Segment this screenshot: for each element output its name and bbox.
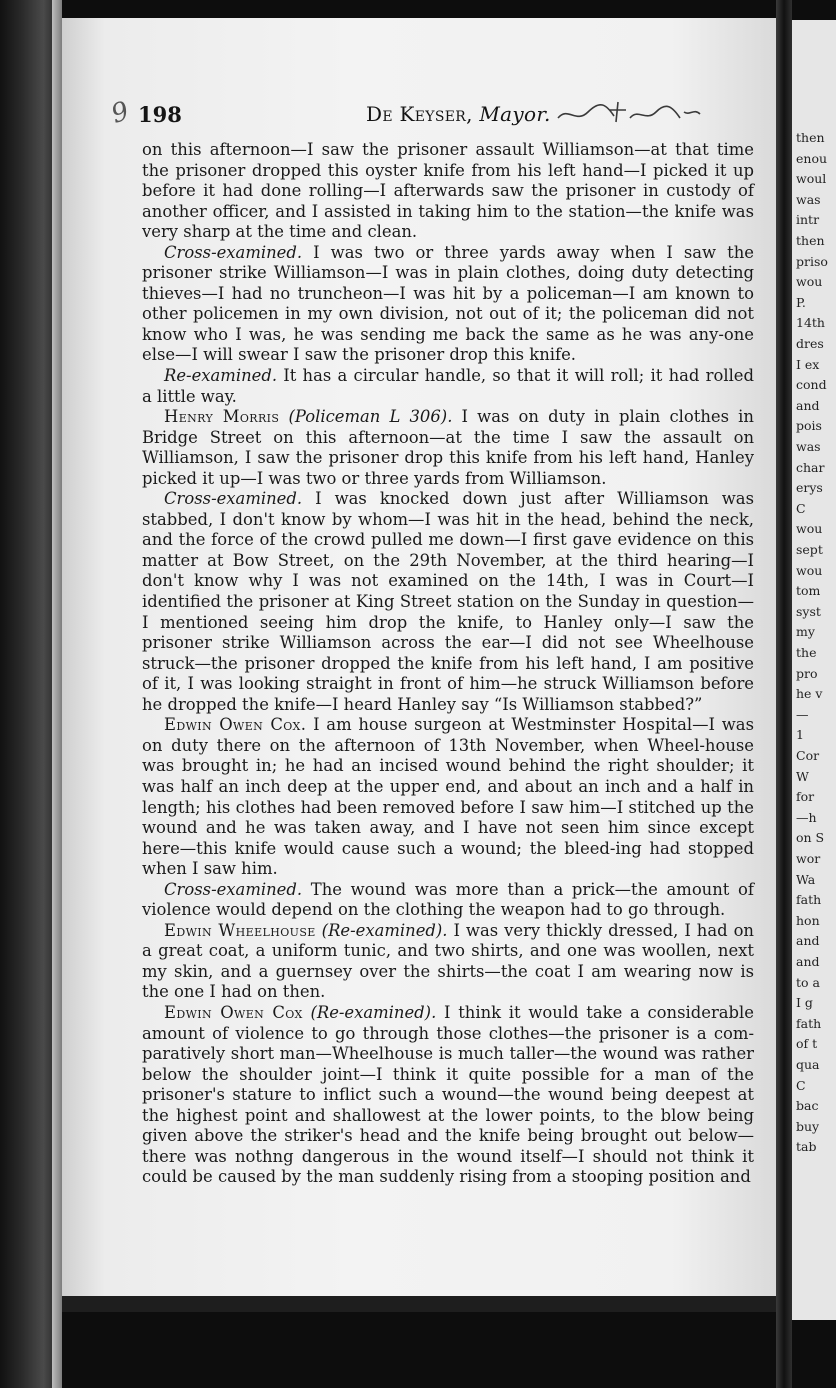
next-page-fragment: for [796, 789, 815, 805]
page-header [62, 90, 780, 130]
page-text [142, 140, 754, 1188]
next-page-fragment: 14th [796, 315, 825, 331]
book-page [62, 18, 780, 1310]
next-page-fragment: cond [796, 377, 827, 393]
page-number: 198 [138, 102, 182, 127]
next-page-fragment: pois [796, 418, 822, 434]
next-page-fragment: wou [796, 562, 823, 578]
next-page-fragment: was [796, 191, 821, 207]
next-page-fragment: wor [796, 851, 821, 866]
next-page-fragment: C [796, 1077, 806, 1093]
re-examined-label: Re-examined. [164, 366, 278, 386]
witness-role: (Re-examined). [310, 1002, 437, 1022]
next-page-fragment: to a [796, 974, 820, 990]
next-page-fragment: intr [796, 212, 820, 228]
next-page-strip [792, 20, 836, 1320]
paragraph-4-text: I was on duty in plain clothes in Bridge Street on this afternoon—at the time I saw the assault on Williamson, I saw the prisoner drop this knife from his left hand, Hanley picked it up—I was two or three yards from Williamson. [142, 407, 754, 488]
next-page-fragment: pro [796, 665, 818, 681]
next-page-fragment: enou [796, 150, 828, 166]
gutter [776, 0, 792, 1388]
witness-name: Edwin Wheelhouse [164, 920, 316, 940]
witness-name: Henry Morris [164, 407, 280, 427]
paragraph-2 [142, 243, 754, 366]
next-page-fragment: priso [796, 253, 828, 269]
witness-role: (Policeman L 306). [288, 407, 453, 427]
next-page-fragment: the [796, 645, 817, 660]
paragraph-1: on this afternoon—I saw the prisoner assault Williamson—at that time the prisoner dropped this oyster knife from his left hand—I picked it up before it had done rolling—I afterwards saw the prisoner in custody of another officer, and I assisted in taking him to the station—the knife was very sharp at the time and clean. [142, 140, 754, 242]
next-page-fragment: I g [796, 995, 813, 1011]
handwritten-scribble [554, 98, 704, 128]
paragraph-5 [142, 489, 754, 715]
next-page-fragment: woul [796, 171, 827, 187]
paragraph-7 [142, 880, 754, 921]
next-page-fragment: of t [796, 1036, 818, 1052]
next-page-fragment: P. [796, 294, 806, 310]
next-page-fragment: then [796, 233, 825, 248]
next-page-fragment: tom [796, 583, 821, 599]
paragraph-6-text: I am house surgeon at Westminster Hospital—I was on duty there on the afternoon of 13th November, when Wheel-house was brought in; he had an incised wound behind the right shoulder; it was half an inch deep at the upper end, and about an inch and a half in length; his clothes had been removed before I saw him—I stitched up the wound and he was taken away, and I have not seen him since except here—this knife would cause such a wound; the bleed-ing had stopped when I saw him. [142, 715, 754, 879]
paragraph-8-text: I was very thickly dressed, I had on a great coat, a uniform tunic, and two shirts, and one was woollen, next my skin, and a guernsey over the shirts—the coat I am wearing now is the one I had on then. [142, 920, 754, 1002]
next-page-fragment: fath [796, 1015, 822, 1031]
next-page-fragment: on S [796, 830, 825, 846]
next-page-fragment: —h [796, 809, 817, 825]
next-page-fragment: tab [796, 1139, 817, 1155]
next-page-fragment: — [796, 706, 809, 722]
next-page-fragment: Wa [796, 871, 816, 887]
paragraph-3-text: It has a circular handle, so that it will roll; it had rolled a little way. [142, 366, 754, 406]
next-page-fragment: sept [796, 542, 823, 557]
next-page-fragment: my [796, 624, 815, 640]
paragraph-2-text: I was two or three yards away when I saw the prisoner strike Williamson—I was in plain clothes, doing duty detecting thieves—I had no truncheon—I was hit by a policeman—I am known to other policemen in my own division, not out of it; the policeman did not know who I was, he was sending me back the same as he was any-one else—I will swear I saw the prisoner drop this knife. [142, 242, 754, 365]
next-page-fragment: fath [796, 892, 822, 908]
paragraph-9 [142, 1003, 754, 1188]
next-page-fragment: C [796, 500, 806, 516]
next-page-fragment: he v [796, 686, 823, 702]
cross-examined-label: Cross-examined. [164, 242, 303, 262]
next-page-fragment: and [796, 933, 820, 949]
next-page-fragment: wou [796, 274, 823, 290]
paragraph-6 [142, 715, 754, 879]
next-page-fragment: char [796, 459, 825, 475]
next-page-fragment: wou [796, 521, 823, 537]
next-page-fragment: 1 [796, 727, 804, 743]
next-page-fragment: buy [796, 1118, 820, 1134]
witness-role: (Re-examined). [321, 920, 448, 940]
cross-examined-label: Cross-examined. [164, 879, 303, 899]
next-page-fragment: Cor [796, 748, 820, 763]
next-page-fragment: I ex [796, 356, 820, 372]
binding-edge [52, 0, 62, 1388]
next-page-fragment: syst [796, 603, 821, 619]
next-page-fragment: erys [796, 480, 823, 496]
paragraph-7-text: The wound was more than a prick—the amount of violence would depend on the clothing the weapon had to go through. [142, 879, 754, 920]
next-page-fragment: qua [796, 1057, 820, 1072]
witness-name: Edwin Owen Cox. [164, 715, 307, 735]
next-page-fragment: dres [796, 336, 824, 351]
running-head-title: Mayor. [479, 102, 551, 126]
next-page-fragment: W [796, 768, 809, 784]
paragraph-3 [142, 366, 754, 407]
next-page-fragment: and [796, 397, 820, 413]
paragraph-4 [142, 407, 754, 489]
next-page-fragment: then [796, 130, 825, 145]
cross-examined-label: Cross-examined. [164, 489, 303, 509]
running-head-name: De Keyser, [366, 102, 473, 126]
running-head [366, 102, 551, 126]
paragraph-5-text: I was knocked down just after Williamson was stabbed, I don't know by whom—I was hit in the head, behind the neck, and the force of the crowd pulled me down—I first gave evidence on this matter at Bow Street, on the 29th November, at the third hearing—I don't know why I was not examined on the 14th, I was in Court—I identified the prisoner at King Street station on the Sunday in question—I mentioned seeing him drop the knife, to Hanley only—I saw the prisoner strike Williamson across the ear—I did not see Wheelhouse struck—the prisoner dropped the knife from his left hand, I am positive of it, I was looking straight in front of him—he struck Williamson before he dropped the knife—I heard Hanley say “Is Williamson stabbed?” [142, 489, 754, 714]
next-page-fragment: hon [796, 912, 820, 928]
next-page-fragment: bac [796, 1098, 819, 1114]
pencil-annotation: 9 [107, 96, 133, 130]
next-page-fragment: and [796, 954, 820, 969]
witness-name: Edwin Owen Cox [164, 1002, 303, 1022]
paragraph-9-text: I think it would take a considerable amount of violence to go through those clothes—the prisoner is a com-paratively short man—Wheelhouse is much taller—the wound was rather below the shoulder joint—I think it quite possible for a man of the prisoner's stature to inflict such a wound—the wound being deepest at the highest point and shallowest at the lower points, to the blow being given above the striker's head and the knife being brought out below—there was nothng dangerous in the wound itself—I should not think it could be caused by the man suddenly rising from a stooping position and [142, 1002, 754, 1187]
paragraph-8 [142, 921, 754, 1003]
next-page-fragment: was [796, 439, 821, 454]
page-bottom-edge [62, 1296, 822, 1312]
